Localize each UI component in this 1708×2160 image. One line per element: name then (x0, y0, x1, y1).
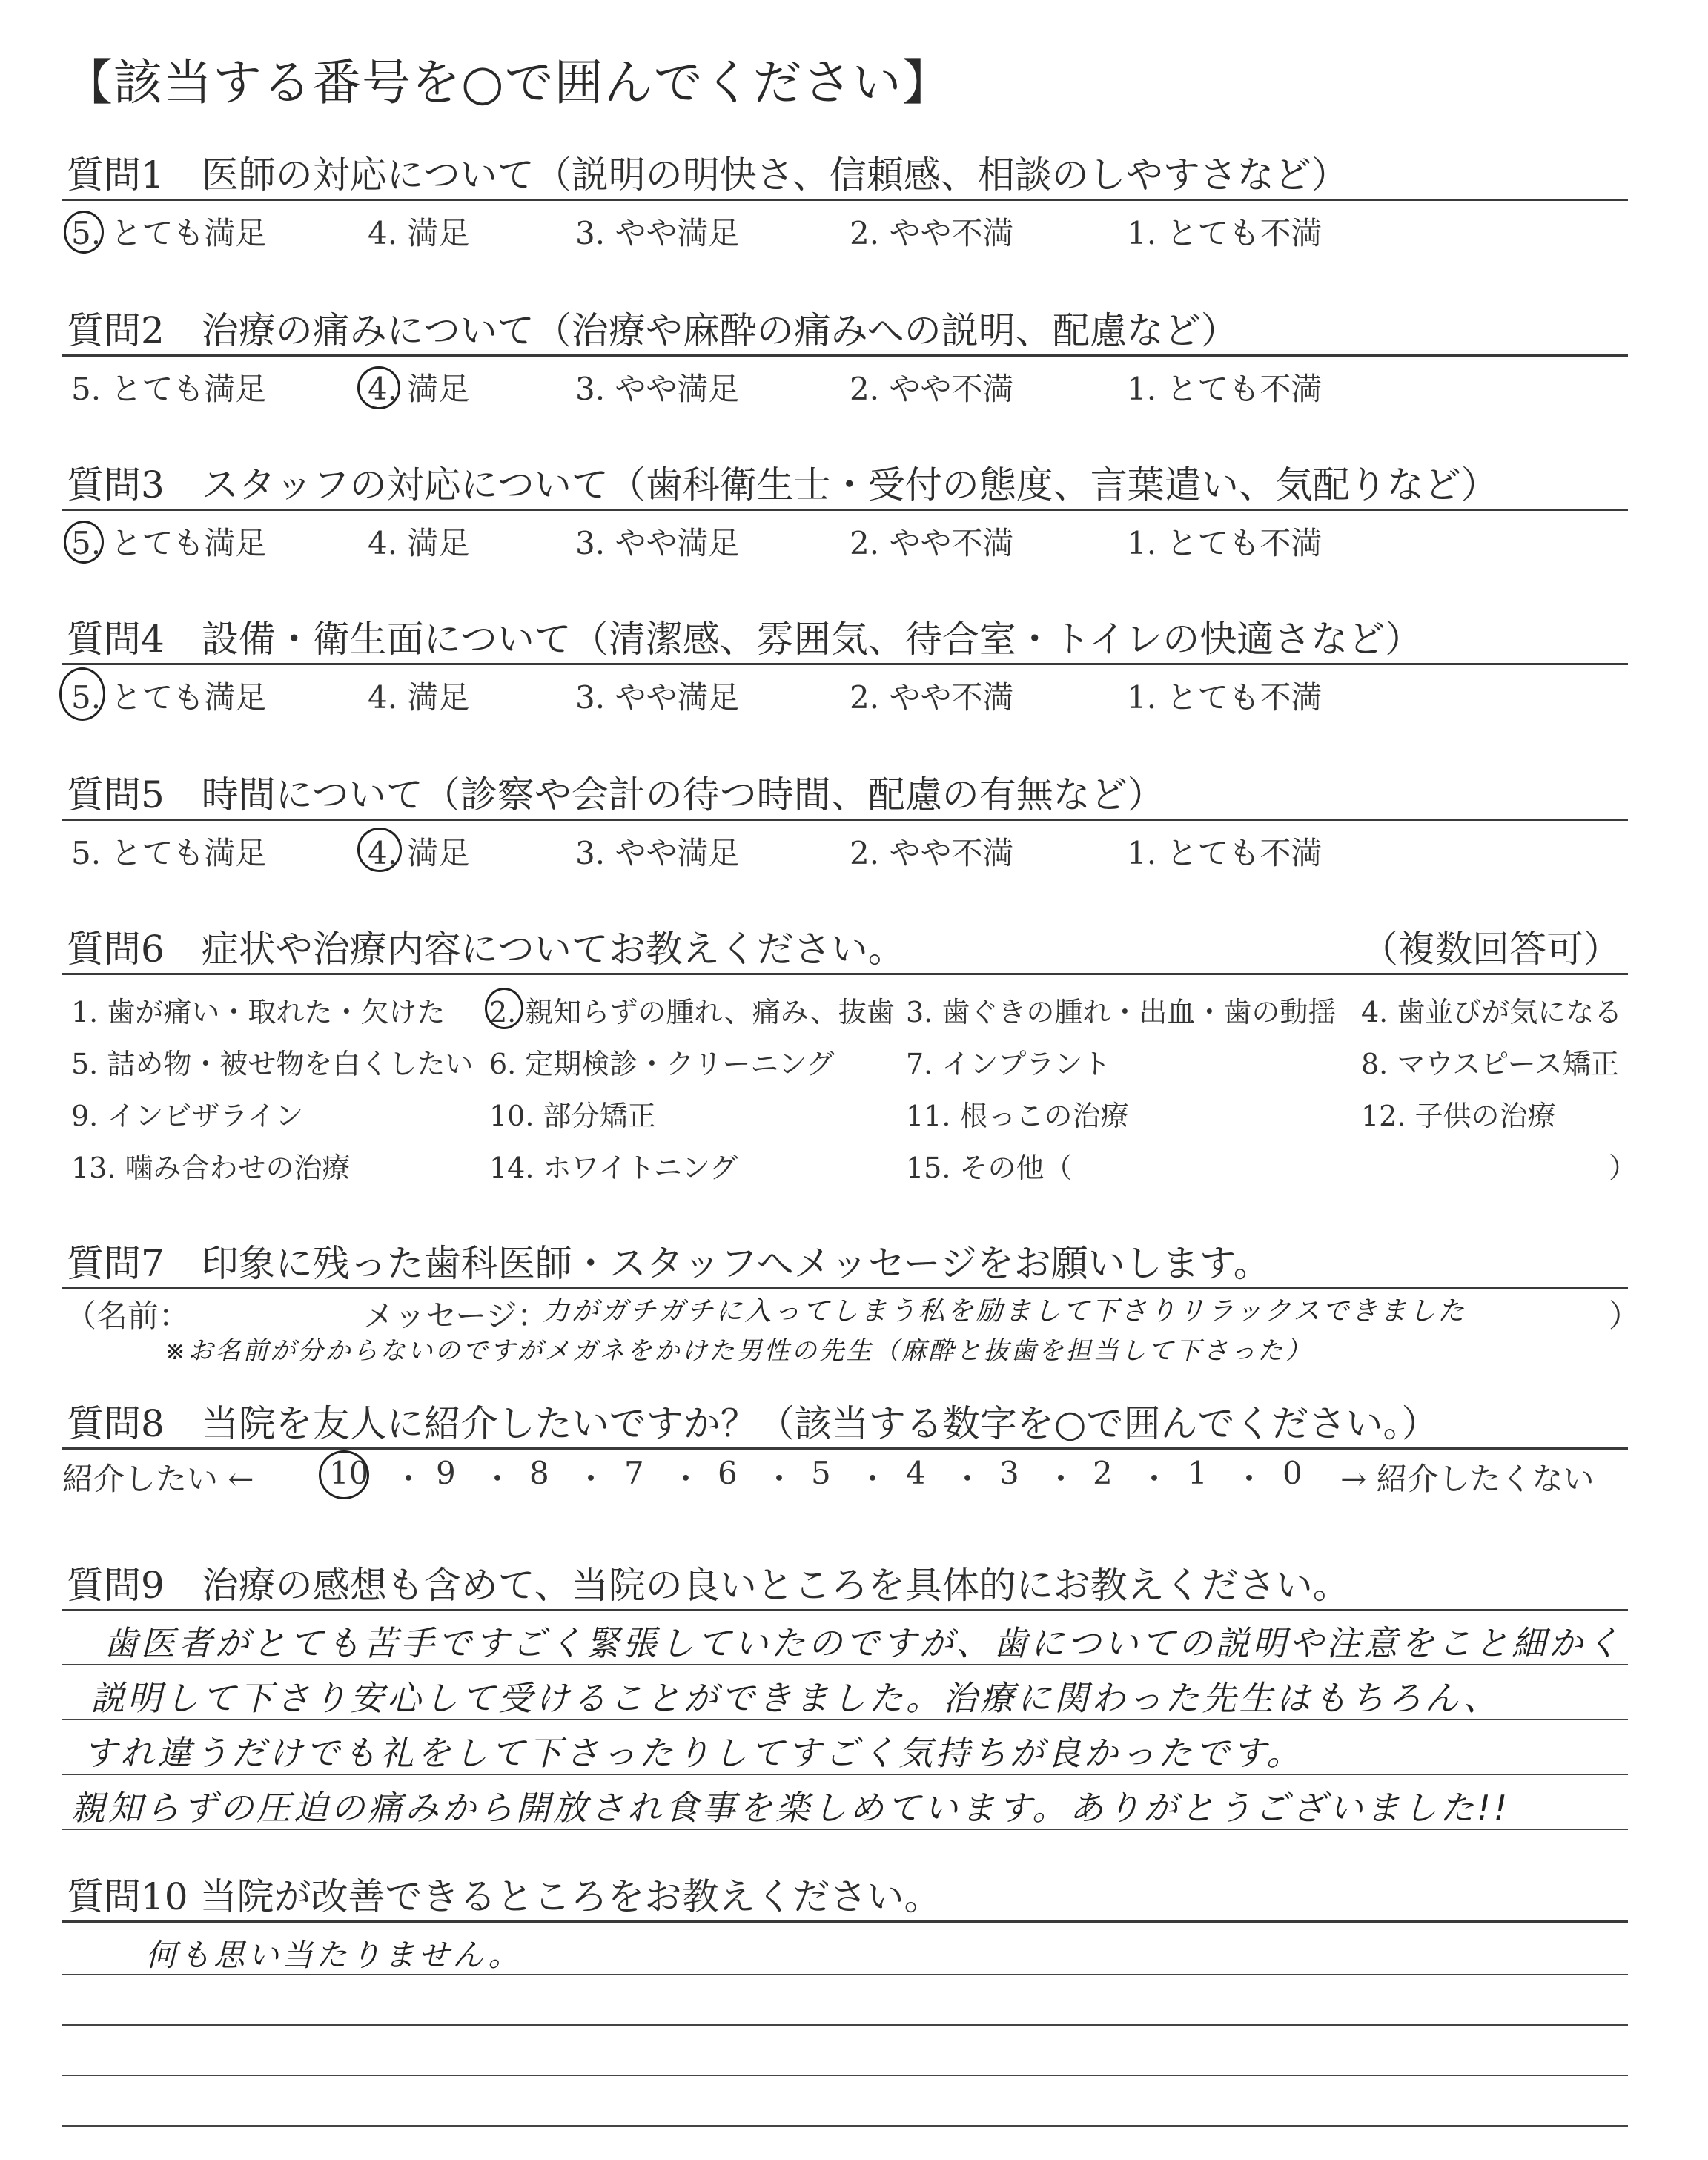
divider (62, 973, 1628, 975)
selection-circle (59, 667, 105, 721)
scale-sep: ・ (482, 1461, 514, 1497)
selection-circle (357, 366, 400, 409)
q4-option-5[interactable]: 5. とても満足 (71, 679, 267, 716)
q2-option-2[interactable]: 2. やや不満 (850, 371, 1014, 407)
q6-item-2[interactable]: 2. 親知らずの腫れ、痛み、抜歯 (489, 996, 895, 1028)
scale-0[interactable]: 0 (1282, 1455, 1302, 1491)
q5-option-1[interactable]: 1. とても不満 (1127, 835, 1323, 871)
q3-option-2[interactable]: 2. やや不満 (850, 525, 1014, 561)
scale-7[interactable]: 7 (624, 1455, 644, 1491)
q5-option-2[interactable]: 2. やや不満 (850, 835, 1014, 871)
q4-option-2[interactable]: 2. やや不満 (850, 679, 1014, 716)
q6-item-7[interactable]: 7. インプラント (906, 1048, 1111, 1080)
answer-line-rule (62, 1664, 1628, 1665)
q9-answer-line-3: すれ違うだけでも礼をして下さったりしてすごく気持ちが良かったです。 (83, 1733, 1304, 1773)
q6-item-10[interactable]: 10. 部分矯正 (489, 1100, 656, 1132)
scale-9[interactable]: 9 (436, 1455, 456, 1491)
q6-item-15-close: ） (1609, 1152, 1638, 1184)
answer-line-rule (62, 2075, 1628, 2076)
question-1-heading: 質問1 医師の対応について（説明の明快さ、信頼感、相談のしやすさなど） (67, 153, 1348, 196)
divider (62, 509, 1628, 511)
scale-sep: ・ (764, 1461, 795, 1497)
selection-circle (319, 1450, 369, 1499)
q5-option-3[interactable]: 3. やや満足 (575, 835, 740, 871)
question-10-heading: 質問10 当院が改善できるところをお教えください。 (67, 1875, 941, 1918)
q4-option-1[interactable]: 1. とても不満 (1127, 679, 1323, 716)
name-label: （名前： (65, 1298, 191, 1334)
q3-option-1[interactable]: 1. とても不満 (1127, 525, 1323, 561)
q6-item-6[interactable]: 6. 定期検診・クリーニング (489, 1048, 835, 1080)
divider (62, 199, 1628, 201)
answer-line-rule (62, 1829, 1628, 1830)
q1-option-1[interactable]: 1. とても不満 (1127, 215, 1323, 251)
scale-4[interactable]: 4 (906, 1455, 926, 1491)
q1-option-2[interactable]: 2. やや不満 (850, 215, 1014, 251)
q3-option-5[interactable]: 5. とても満足 (71, 525, 267, 561)
q9-answer-line-2: 説明して下さり安心して受けることができました。治療に関わった先生はもちろん、 (90, 1678, 1501, 1718)
page-title: 【該当する番号を○で囲んでください】 (64, 54, 952, 111)
scale-sep: ・ (952, 1461, 984, 1497)
q9-answer-line-4: 親知らずの圧迫の痛みから開放され食事を楽しめています。ありがとうございました!! (71, 1788, 1511, 1828)
q6-item-8[interactable]: 8. マウスピース矯正 (1361, 1048, 1619, 1080)
q1-option-3[interactable]: 3. やや満足 (575, 215, 740, 251)
question-4-heading: 質問4 設備・衛生面について（清潔感、雰囲気、待合室・トイレの快適さなど） (67, 618, 1423, 661)
question-5-heading: 質問5 時間について（診察や会計の待つ時間、配慮の有無など） (67, 773, 1165, 816)
scale-3[interactable]: 3 (999, 1455, 1019, 1491)
question-9-heading: 質問9 治療の感想も含めて、当院の良いところを具体的にお教えください。 (67, 1564, 1350, 1607)
q6-item-11[interactable]: 11. 根っこの治療 (906, 1100, 1129, 1132)
handwritten-message-line-1: 力がガチガチに入ってしまう私を励まして下さりリラックスできました (543, 1296, 1467, 1327)
divider (62, 1447, 1628, 1450)
q6-item-9[interactable]: 9. インビザライン (71, 1100, 304, 1132)
message-close-paren: ） (1609, 1298, 1641, 1334)
q5-option-4[interactable]: 4. 満足 (368, 835, 470, 871)
q9-answer-line-1: 歯医者がとても苦手ですごく緊張していたのですが、歯についての説明や注意をこと細かく (104, 1623, 1623, 1663)
scale-6[interactable]: 6 (718, 1455, 738, 1491)
recommend-right-label: → 紹介したくない (1340, 1461, 1595, 1497)
q4-option-3[interactable]: 3. やや満足 (575, 679, 740, 716)
selection-circle (357, 828, 402, 872)
q3-option-3[interactable]: 3. やや満足 (575, 525, 740, 561)
q10-answer: 何も思い当たりません。 (145, 1937, 523, 1973)
q5-option-5[interactable]: 5. とても満足 (71, 835, 267, 871)
handwritten-message-line-2: ※お名前が分からないのですがメガネをかけた男性の先生（麻酔と抜歯を担当して下さった） (165, 1336, 1313, 1366)
scale-2[interactable]: 2 (1093, 1455, 1113, 1491)
q3-option-4[interactable]: 4. 満足 (368, 525, 470, 561)
divider (62, 1609, 1628, 1611)
question-8-heading: 質問8 当院を友人に紹介したいですか？（該当する数字を○で囲んでください。） (67, 1402, 1439, 1445)
q6-item-14[interactable]: 14. ホワイトニング (489, 1152, 738, 1184)
q6-item-15[interactable]: 15. その他（ (906, 1152, 1073, 1184)
message-label: メッセージ： (363, 1298, 549, 1334)
question-2-heading: 質問2 治療の痛みについて（治療や麻酔の痛みへの説明、配慮など） (67, 309, 1238, 352)
divider (62, 819, 1628, 821)
q6-item-12[interactable]: 12. 子供の治療 (1361, 1100, 1556, 1132)
scale-1[interactable]: 1 (1188, 1455, 1208, 1491)
q2-option-1[interactable]: 1. とても不満 (1127, 371, 1323, 407)
divider (62, 1920, 1628, 1923)
question-7-heading: 質問7 印象に残った歯科医師・スタッフへメッセージをお願いします。 (67, 1242, 1271, 1285)
q4-option-4[interactable]: 4. 満足 (368, 679, 470, 716)
scale-sep: ・ (575, 1461, 607, 1497)
answer-line-rule (62, 1719, 1628, 1720)
answer-line-rule (62, 1974, 1628, 1975)
answer-line-rule (62, 2125, 1628, 2127)
selection-circle (485, 988, 523, 1029)
divider (62, 663, 1628, 665)
scale-sep: ・ (1234, 1461, 1265, 1497)
selection-circle (64, 211, 104, 254)
question-6-heading: 質問6 症状や治療内容についてお教えください。 (67, 928, 905, 971)
q6-item-4[interactable]: 4. 歯並びが気になる (1361, 996, 1623, 1028)
scale-sep: ・ (857, 1461, 889, 1497)
q2-option-4[interactable]: 4. 満足 (368, 371, 470, 407)
answer-line-rule (62, 1774, 1628, 1775)
q6-item-1[interactable]: 1. 歯が痛い・取れた・欠けた (71, 996, 446, 1028)
scale-sep: ・ (1045, 1461, 1077, 1497)
q1-option-4[interactable]: 4. 満足 (368, 215, 470, 251)
q6-item-5[interactable]: 5. 詰め物・被せ物を白くしたい (71, 1048, 474, 1080)
question-3-heading: 質問3 スタッフの対応について（歯科衛生士・受付の態度、言葉遣い、気配りなど） (67, 463, 1498, 506)
question-6-note: （複数回答可） (1361, 928, 1621, 971)
q1-option-5[interactable]: 5. とても満足 (71, 215, 267, 251)
recommend-left-label: 紹介したい ← (62, 1461, 254, 1497)
scale-5[interactable]: 5 (811, 1455, 831, 1491)
scale-8[interactable]: 8 (529, 1455, 549, 1491)
scale-sep: ・ (1139, 1461, 1171, 1497)
q6-item-3[interactable]: 3. 歯ぐきの腫れ・出血・歯の動揺 (906, 996, 1337, 1028)
scale-sep: ・ (670, 1461, 702, 1497)
q6-item-13[interactable]: 13. 噛み合わせの治療 (71, 1152, 351, 1184)
divider (62, 354, 1628, 357)
scale-10[interactable]: 10 (329, 1455, 369, 1491)
scale-sep: ・ (393, 1461, 425, 1497)
divider (62, 1287, 1628, 1289)
selection-circle (64, 521, 104, 564)
q2-option-5[interactable]: 5. とても満足 (71, 371, 267, 407)
q2-option-3[interactable]: 3. やや満足 (575, 371, 740, 407)
answer-line-rule (62, 2024, 1628, 2026)
